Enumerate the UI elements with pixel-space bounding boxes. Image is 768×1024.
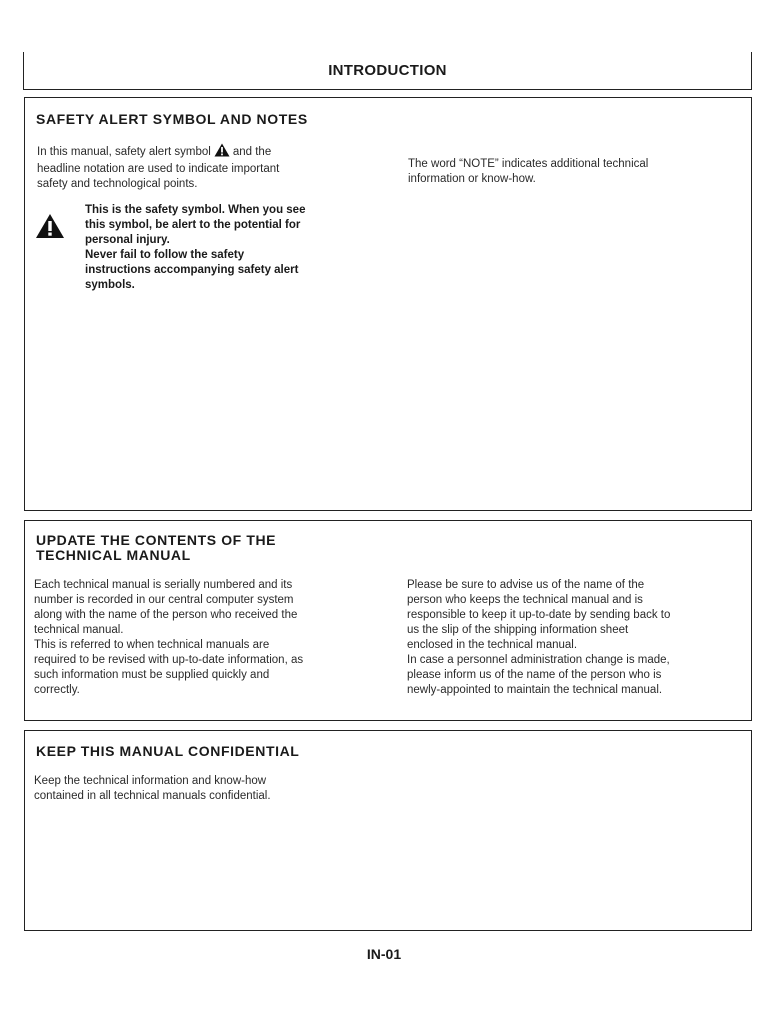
confidential-section [24,730,752,931]
update-contents-section [24,520,752,721]
update-right-text: Please be sure to advise us of the name of the person who keeps the technical manual and is responsible to keep it up-to-date by sending back to us the slip of the shipping information sheet enclosed in the technical manual. In case a personnel administration change is made, please inform us of the name of the person who is newly-appointed to maintain the technical manual. [407,579,671,696]
warning-triangle-icon [35,213,65,244]
safety-intro-after: and the headline notation are used to indicate important safety and technological points. [37,146,280,190]
inline-warning-triangle-icon [214,143,230,162]
confidential-section-title: KEEP THIS MANUAL CONFIDENTIAL [36,743,300,759]
safety-intro-text [37,143,367,192]
page-header [23,52,752,90]
safety-alert-section [24,97,752,511]
note-explanation-text: The word “NOTE” indicates additional technical information or know-how. [408,158,649,185]
confidential-text: Keep the technical information and know-how contained in all technical manuals confidential. [34,775,271,802]
page-title: INTRODUCTION [328,62,447,79]
safety-section-title: SAFETY ALERT SYMBOL AND NOTES [36,111,308,127]
page-number: IN-01 [366,946,402,962]
update-section-title-line2: TECHNICAL MANUAL [36,547,191,563]
update-section-title-line1: UPDATE THE CONTENTS OF THE [36,532,277,548]
update-left-text: Each technical manual is serially numbered and its number is recorded in our central computer system along with the name of the person who received the technical manual. This is referred to when technical manuals are required to be revised with up-to-date information, as such information must be supplied quickly and correctly. [34,579,304,696]
safety-symbol-note: This is the safety symbol. When you see this symbol, be alert to the potential for personal injury. Never fail to follow the safety instructions accompanying safety alert symbols. [85,204,306,291]
safety-intro-before: In this manual, safety alert symbol [37,146,211,158]
